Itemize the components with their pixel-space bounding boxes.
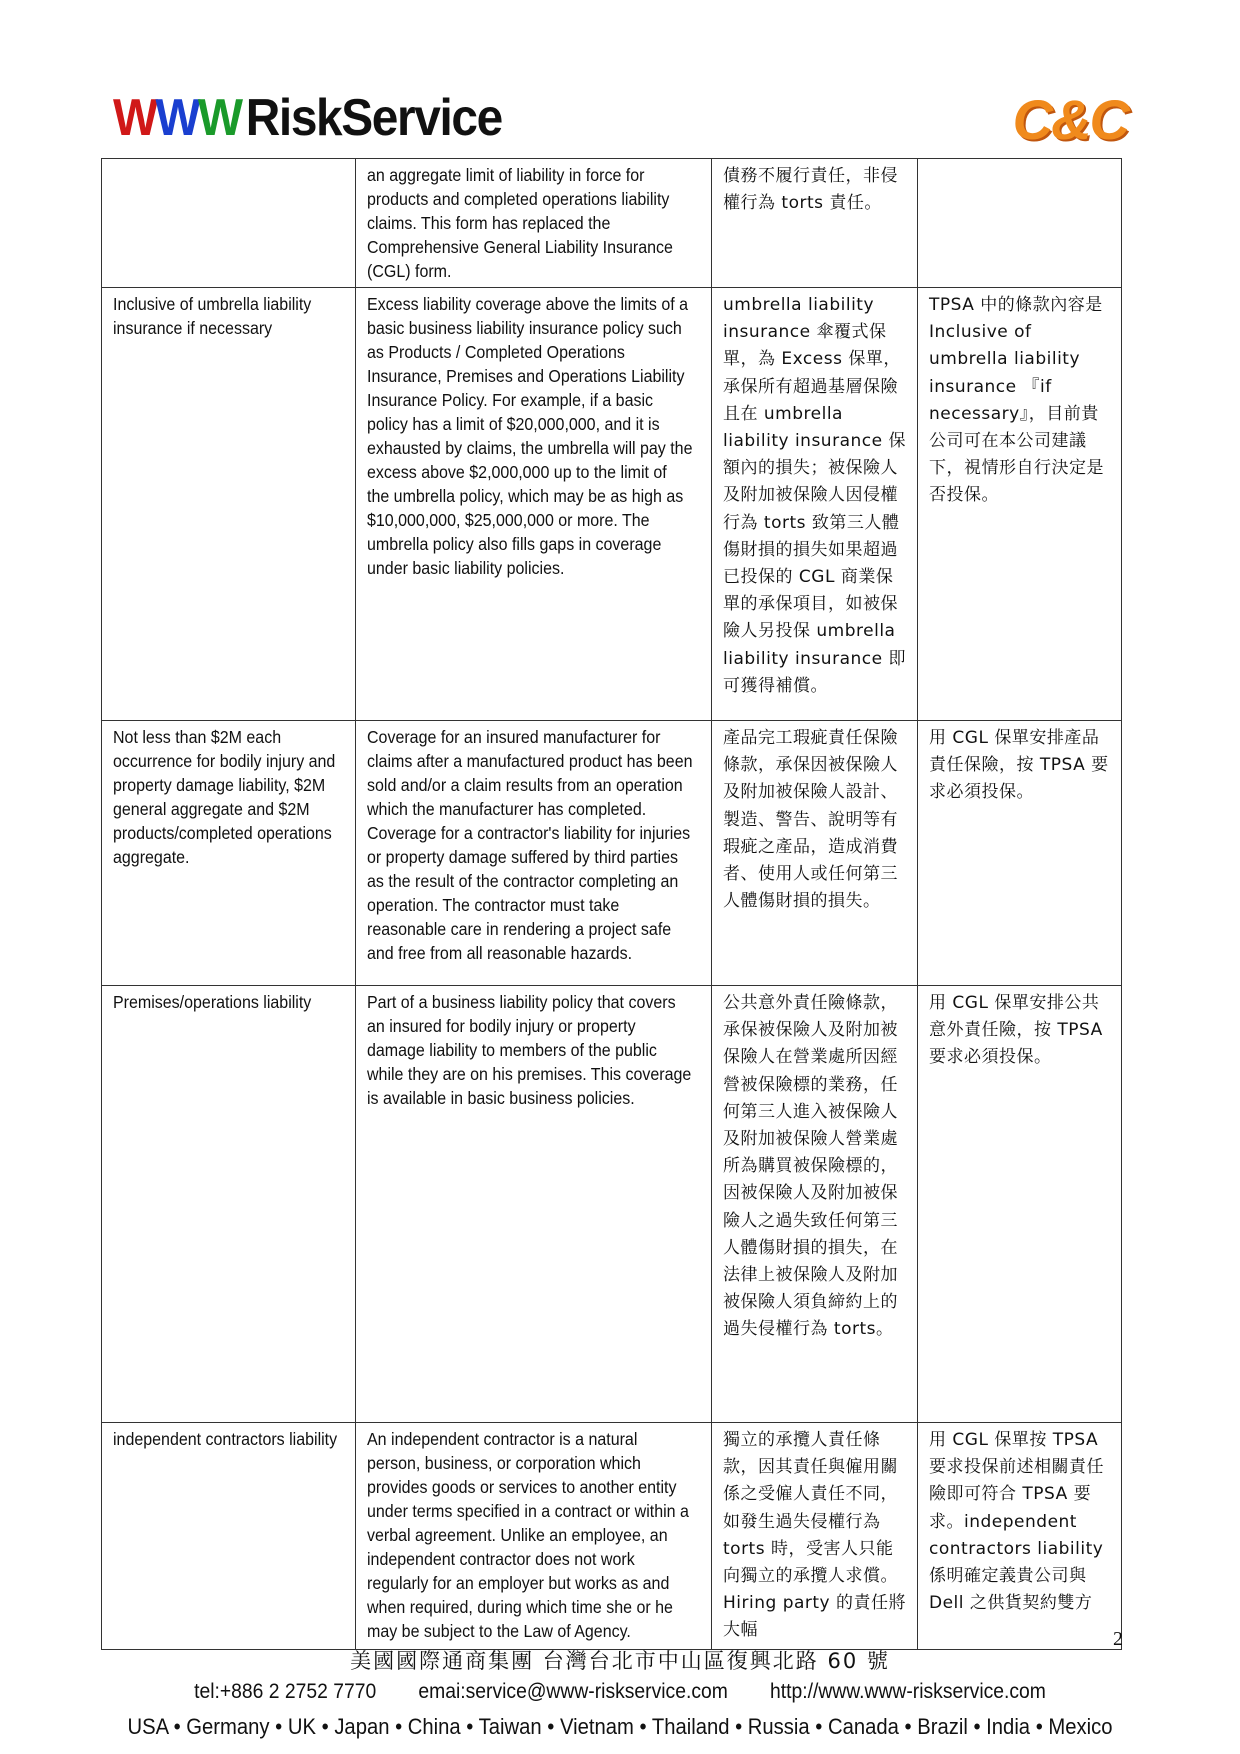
item-cell <box>102 986 356 1423</box>
chinese-cell <box>712 159 918 288</box>
item-text: Premises/operations liability <box>113 992 312 1012</box>
insurance-terms-table <box>101 158 1122 1650</box>
chinese-text: umbrella liability insurance 傘覆式保單，為 Excess 保單，承保所有超過基層保險且在 umbrella liability insurance 保額內的損失；被保險人及附加被保險人因侵權行為 torts 致第三人體傷財損的損失如果超過已投保的 CGL 商業保單的承保項目，如被保險人另投保 umbrella liability insurance 即可獲得補償。 <box>723 295 906 696</box>
table-row <box>102 721 1122 986</box>
definition-cell <box>356 986 712 1423</box>
remark-text: 用 CGL 保單按 TPSA 要求投保前述相關責任險即可符合 TPSA 要求。independent contractors liability 係明確定義貴公司與 Dell 之供貨契約雙方 <box>929 1430 1104 1614</box>
website-link[interactable]: http://www.www-riskservice.com <box>770 1680 1046 1703</box>
table-row <box>102 986 1122 1423</box>
definition-cell <box>356 159 712 288</box>
definition-text: Excess liability coverage above the limits of a basic business liability insurance policy such as Products / Completed Operations Insurance, Premises and Operations Liability Insurance Policy. For example, if a basic policy has a limit of $20,000,000, and it is exhausted by claims, the umbrella will pay the excess above $2,000,000 up to the limit of the umbrella policy, which may be as high as $10,000,000, $25,000,000 or more. The umbrella policy also fills gaps in coverage under basic liability policies. <box>367 294 693 578</box>
definition-text: Part of a business liability policy that covers an insured for bodily injury or property damage liability to members of the public while they are on his premises. This coverage is available in basic business policies. <box>367 992 692 1108</box>
chinese-text: 債務不履行責任，非侵權行為 torts 責任。 <box>723 166 898 214</box>
item-cell <box>102 159 356 288</box>
table-row <box>102 1423 1122 1650</box>
countries-list: USA • Germany • UK • Japan • China • Taiwan • Vietnam • Thailand • Russia • Canada • Brazil • India • Mexico <box>127 1714 1113 1739</box>
remark-text: 用 CGL 保單安排產品責任保險，按 TPSA 要求必須投保。 <box>929 728 1109 803</box>
chinese-cell <box>712 721 918 986</box>
chinese-cell <box>712 986 918 1423</box>
item-cell <box>102 721 356 986</box>
definition-cell <box>356 288 712 721</box>
chinese-text: 獨立的承攬人責任條款，因其責任與僱用關係之受僱人責任不同，如發生過失侵權行為 torts 時，受害人只能向獨立的承攬人求償。Hiring party 的責任將大幅 <box>723 1430 907 1641</box>
logo-name: RiskService <box>245 89 502 147</box>
page-number: 2 <box>1113 1628 1123 1650</box>
chinese-cell <box>712 288 918 721</box>
logo-letter-w-red: W <box>113 89 156 147</box>
chinese-text: 產品完工瑕疵責任保險條款，承保因被保險人及附加被保險人設計、製造、警告、說明等有瑕疵之產品，造成消費者、使用人或任何第三人體傷財損的損失。 <box>723 728 898 912</box>
chinese-cell <box>712 1423 918 1650</box>
item-cell <box>102 288 356 721</box>
item-text: Not less than $2M each occurrence for bodily injury and property damage liability, $2M general aggregate and $2M products/completed operations aggregate. <box>113 727 336 867</box>
contact-line <box>50 1680 1191 1704</box>
definition-text: Coverage for an insured manufacturer for claims after a manufactured product has been sold and/or a claim results from an operation which the manufacturer has completed. Coverage for a contractor's liability for injuries or property damage suffered by third parties as the result of the contractor completing an operation. The contractor must take reasonable care in rendering a project safe and free from all reasonable hazards. <box>367 727 693 963</box>
definition-text: an aggregate limit of liability in force for products and completed operations liability claims. This form has replaced the Comprehensive General Liability Insurance (CGL) form. <box>367 165 673 281</box>
riskservice-logo <box>113 88 502 148</box>
remark-cell <box>918 1423 1122 1650</box>
definition-text: An independent contractor is a natural person, business, or corporation which provides goods or services to another entity under terms specified in a contract or within a verbal agreement. Unlike an employee, an independent contractor does not work regularly for an employer but works as and when required, during which time she or he may be subject to the Law of Agency. <box>367 1429 689 1641</box>
table-row <box>102 159 1122 288</box>
telephone: tel:+886 2 2752 7770 <box>194 1680 377 1703</box>
remark-cell <box>918 986 1122 1423</box>
remark-cell <box>918 159 1122 288</box>
chinese-text: 公共意外責任險條款，承保被保險人及附加被保險人在營業處所因經營被保險標的業務，任何第三人進入被保險人及附加被保險人營業處所為購買被保險標的，因被保險人及附加被保險人之過失致任何第三人體傷財損的損失，在法律上被保險人及附加被保險人須負締約上的過失侵權行為 torts。 <box>723 993 898 1340</box>
item-text: independent contractors liability <box>113 1429 338 1449</box>
definition-cell <box>356 721 712 986</box>
remark-cell <box>918 721 1122 986</box>
remark-text: TPSA 中的條款內容是 Inclusive of umbrella liability insurance 『if necessary』，目前貴公司可在本公司建議下，視情形自行決定是否投保。 <box>929 295 1104 506</box>
table-row <box>102 288 1122 721</box>
item-cell <box>102 1423 356 1650</box>
remark-text: 用 CGL 保單安排公共意外責任險，按 TPSA 要求必須投保。 <box>929 993 1103 1068</box>
definition-cell <box>356 1423 712 1650</box>
logo-letter-w-blue: W <box>155 89 198 147</box>
logo-letter-w-green: W <box>197 89 241 147</box>
company-address: 美國國際通商集團 台灣台北市中山區復興北路 60 號 <box>350 1649 890 1673</box>
item-text: Inclusive of umbrella liability insurance if necessary <box>113 294 312 338</box>
email-link[interactable]: emai:service@www-riskservice.com <box>418 1680 728 1703</box>
cc-logo: C&C <box>1012 87 1128 151</box>
remark-cell <box>918 288 1122 721</box>
